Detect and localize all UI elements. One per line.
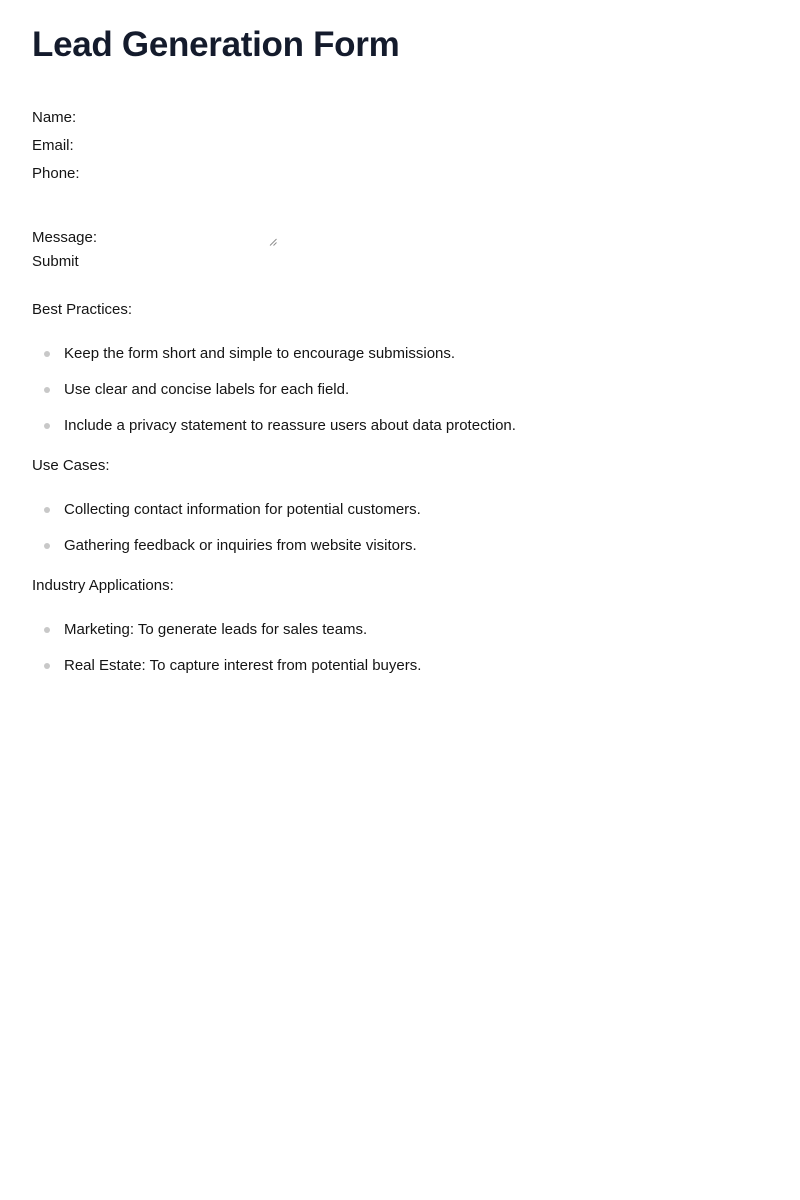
bullet-icon bbox=[44, 387, 50, 393]
bullet-icon bbox=[44, 627, 50, 633]
email-label: Email: bbox=[32, 137, 74, 154]
message-textarea-wrap bbox=[97, 208, 277, 248]
name-input[interactable] bbox=[82, 111, 242, 128]
message-label: Message: bbox=[32, 229, 98, 246]
list-item bbox=[32, 536, 768, 572]
list-item bbox=[32, 620, 768, 656]
list-item bbox=[32, 500, 768, 536]
message-row bbox=[32, 184, 768, 248]
industry-applications-heading: Industry Applications: bbox=[32, 577, 174, 594]
lead-form bbox=[32, 100, 768, 276]
list-item-text: Marketing: To generate leads for sales teams. bbox=[64, 621, 368, 638]
bullet-icon bbox=[44, 351, 50, 357]
email-row bbox=[32, 128, 768, 156]
industry-applications-list bbox=[32, 620, 768, 692]
page-title: Lead Generation Form bbox=[32, 25, 400, 64]
list-item bbox=[32, 656, 768, 692]
list-item-text: Use clear and concise labels for each field. bbox=[64, 381, 350, 398]
resize-grip-icon[interactable] bbox=[269, 238, 277, 246]
phone-row bbox=[32, 156, 768, 184]
phone-input[interactable] bbox=[86, 167, 246, 184]
email-input[interactable] bbox=[80, 139, 240, 156]
list-item bbox=[32, 380, 768, 416]
list-item bbox=[32, 416, 768, 452]
list-item-text: Collecting contact information for potential customers. bbox=[64, 501, 421, 518]
message-textarea[interactable] bbox=[97, 208, 277, 248]
name-label: Name: bbox=[32, 109, 77, 126]
best-practices-heading: Best Practices: bbox=[32, 301, 133, 318]
bullet-icon bbox=[44, 663, 50, 669]
name-row bbox=[32, 100, 768, 128]
bullet-icon bbox=[44, 423, 50, 429]
list-item-text: Keep the form short and simple to encourage submissions. bbox=[64, 345, 456, 362]
submit-button[interactable]: Submit bbox=[32, 248, 79, 276]
phone-label: Phone: bbox=[32, 165, 80, 182]
bullet-icon bbox=[44, 507, 50, 513]
bullet-icon bbox=[44, 543, 50, 549]
use-cases-list bbox=[32, 500, 768, 572]
list-item bbox=[32, 344, 768, 380]
list-item-text: Gathering feedback or inquiries from website visitors. bbox=[64, 537, 417, 554]
best-practices-list bbox=[32, 344, 768, 452]
list-item-text: Real Estate: To capture interest from potential buyers. bbox=[64, 657, 422, 674]
list-item-text: Include a privacy statement to reassure users about data protection. bbox=[64, 417, 516, 434]
use-cases-heading: Use Cases: bbox=[32, 457, 110, 474]
